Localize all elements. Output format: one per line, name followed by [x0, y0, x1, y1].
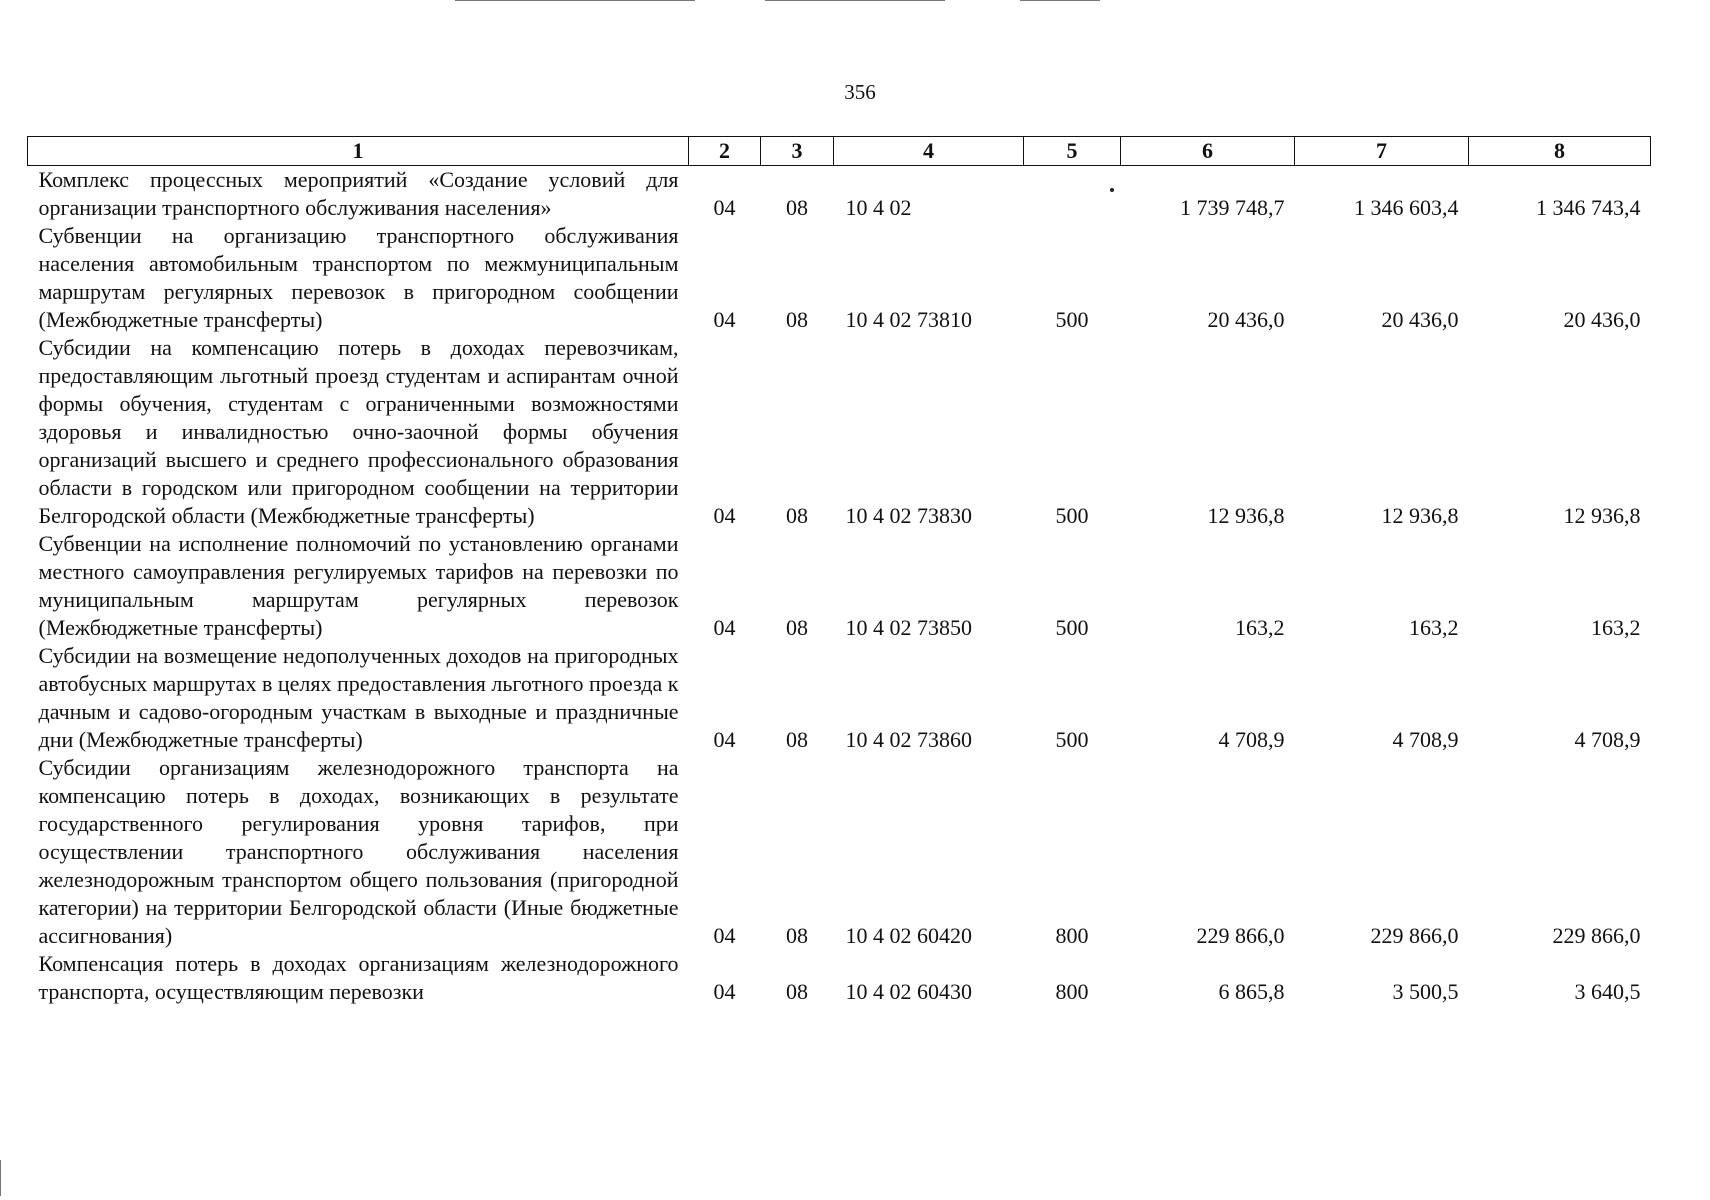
- row-target-code: 10 4 02 73830: [845, 503, 972, 528]
- row-amount-1: 4 708,9: [1218, 727, 1285, 752]
- row-amount-1: 20 436,0: [1207, 307, 1285, 332]
- header-col-2: 2: [689, 137, 761, 166]
- row-subsection: 08: [786, 615, 808, 640]
- table-row: [28, 530, 1651, 642]
- row-name: Субсидии на компенсацию потерь в доходах перевозчикам, предоставляющим льготный проезд студентам и аспирантам очной формы обучения, студентам с ограниченными возможностями здоровья и инвалидностью очно-заочной формы обучения организаций высшего и среднего профессионального образования области в городском или пригородном сообщении на территории Белгородской области (Межбюджетные трансферты): [38, 335, 679, 528]
- row-amount-1: 229 866,0: [1196, 923, 1285, 948]
- header-row: [28, 137, 1651, 166]
- page-number: 356: [844, 80, 876, 104]
- row-name: Компенсация потерь в доходах организациям железнодорожного транспорта, осуществляющим перевозки: [38, 951, 679, 1004]
- scan-edge-top-right: [1020, 0, 1100, 1]
- row-subsection: 08: [786, 727, 808, 752]
- row-subsection: 08: [786, 307, 808, 332]
- row-section: 04: [713, 503, 736, 528]
- row-amount-1: 163,2: [1235, 615, 1285, 640]
- header-col-3: 3: [761, 137, 834, 166]
- row-name: Комплекс процессных мероприятий «Создание условий для организации транспортного обслуживания населения»: [38, 167, 679, 220]
- header-col-4: 4: [834, 137, 1024, 166]
- row-subsection: 08: [786, 503, 808, 528]
- row-amount-3: 1 346 743,4: [1536, 195, 1641, 220]
- row-amount-1: 1 739 748,7: [1180, 195, 1285, 220]
- header-col-1: 1: [28, 137, 689, 166]
- row-amount-2: 163,2: [1409, 615, 1459, 640]
- row-section: 04: [713, 923, 736, 948]
- row-amount-3: 3 640,5: [1574, 979, 1641, 1004]
- row-name: Субсидии на возмещение недополученных доходов на пригородных автобусных маршрутах в целях предоставления льготного проезда к дачным и садово-огородным участкам в выходные и праздничные дни (Межбюджетные трансферты): [38, 643, 679, 752]
- table-row: [28, 222, 1651, 334]
- header-col-6: 6: [1121, 137, 1295, 166]
- row-section: 04: [713, 979, 736, 1004]
- scan-edge-top-mid: [765, 0, 945, 1]
- row-amount-3: 20 436,0: [1563, 307, 1641, 332]
- row-section: 04: [713, 307, 736, 332]
- row-section: 04: [713, 615, 736, 640]
- header-col-8: 8: [1469, 137, 1651, 166]
- row-amount-2: 4 708,9: [1392, 727, 1459, 752]
- row-amount-2: 20 436,0: [1381, 307, 1459, 332]
- header-col-5: 5: [1024, 137, 1121, 166]
- row-expense-type: 500: [1055, 307, 1089, 332]
- row-expense-type: 800: [1055, 979, 1089, 1004]
- header-col-7: 7: [1295, 137, 1469, 166]
- row-expense-type: 500: [1055, 615, 1089, 640]
- row-name: Субсидии организациям железнодорожного транспорта на компенсацию потерь в доходах, возникающих в результате государственного регулирования уровня тарифов, при осуществлении транспортного обслуживания населения железнодорожным транспортом общего пользования (пригородной категории) на территории Белгородской области (Иные бюджетные ассигнования): [38, 755, 679, 948]
- row-target-code: 10 4 02 73860: [845, 727, 972, 752]
- scan-edge-top-left: [455, 0, 695, 1]
- row-amount-2: 3 500,5: [1392, 979, 1459, 1004]
- row-target-code: 10 4 02: [845, 195, 912, 220]
- row-subsection: 08: [786, 979, 808, 1004]
- table-body: [28, 166, 1651, 1007]
- row-expense-type: 500: [1055, 503, 1089, 528]
- row-expense-type: 500: [1055, 727, 1089, 752]
- row-name: Субвенции на организацию транспортного обслуживания населения автомобильным транспортом по межмуниципальным маршрутам регулярных перевозок в пригородном сообщении (Межбюджетные трансферты): [38, 223, 679, 332]
- table-row: [28, 754, 1651, 950]
- table-row: [28, 950, 1651, 1006]
- row-target-code: 10 4 02 60420: [845, 923, 972, 948]
- row-section: 04: [713, 727, 736, 752]
- row-section: 04: [713, 195, 736, 220]
- table-row: [28, 642, 1651, 754]
- row-target-code: 10 4 02 73810: [845, 307, 972, 332]
- row-target-code: 10 4 02 60430: [845, 979, 972, 1004]
- row-amount-2: 1 346 603,4: [1354, 195, 1459, 220]
- budget-table: [27, 136, 1651, 1006]
- row-amount-2: 12 936,8: [1381, 503, 1459, 528]
- row-amount-3: 12 936,8: [1563, 503, 1641, 528]
- row-amount-3: 229 866,0: [1552, 923, 1641, 948]
- table-row: [28, 334, 1651, 530]
- row-expense-type: 800: [1055, 923, 1089, 948]
- table-row: [28, 166, 1651, 223]
- scan-edge-left: [0, 1160, 1, 1196]
- table-header: [28, 137, 1651, 166]
- row-name: Субвенции на исполнение полномочий по установлению органами местного самоуправления регулируемых тарифов на перевозки по муниципальным маршрутам регулярных перевозок (Межбюджетные трансферты): [38, 531, 679, 640]
- row-subsection: 08: [786, 923, 808, 948]
- row-amount-1: 12 936,8: [1207, 503, 1285, 528]
- row-expense-type: [1024, 166, 1121, 223]
- row-amount-2: 229 866,0: [1370, 923, 1459, 948]
- row-subsection: 08: [786, 195, 808, 220]
- row-target-code: 10 4 02 73850: [845, 615, 972, 640]
- row-amount-3: 163,2: [1591, 615, 1641, 640]
- row-amount-3: 4 708,9: [1574, 727, 1641, 752]
- row-amount-1: 6 865,8: [1218, 979, 1285, 1004]
